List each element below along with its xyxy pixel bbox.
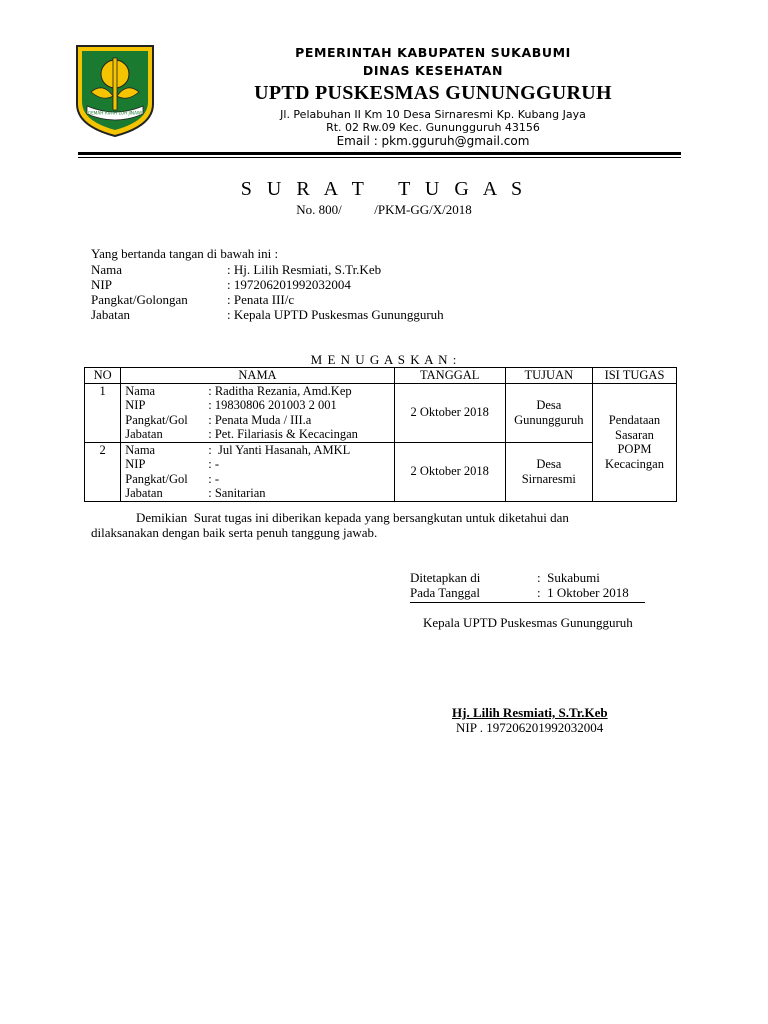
header-divider-thin: [78, 157, 681, 158]
signer-nip-value: : 197206201992032004: [227, 277, 351, 292]
row-destination: [505, 383, 592, 442]
header-title: UPTD PUSKESMAS GUNUNGGURUH: [254, 82, 612, 104]
signature-date-underline: [410, 602, 645, 603]
closing-line-1: Demikian Surat tugas ini diberikan kepada yang bersangkutan untuk diketahui dan: [136, 510, 569, 525]
header-government: PEMERINTAH KABUPATEN SUKABUMI: [295, 45, 571, 60]
row-destination: [505, 442, 592, 501]
closing-line-2: dilaksanakan dengan baik serta penuh tanggung jawab.: [91, 525, 378, 540]
task-line: POPM: [617, 442, 652, 456]
government-logo-emblem: [73, 44, 157, 138]
field-label: Jabatan: [125, 486, 163, 500]
signature-place-value: : Sukabumi: [537, 570, 600, 585]
signer-name-label: Nama: [91, 262, 123, 277]
signer-rank-label: Pangkat/Golongan: [91, 292, 188, 307]
signature-date-value: : 1 Oktober 2018: [537, 585, 629, 600]
table-header-row: [85, 368, 677, 384]
svg-text:GEMAH RIPAH LOH JINAWI: GEMAH RIPAH LOH JINAWI: [87, 110, 143, 116]
field-value: : Jul Yanti Hasanah, AMKL: [208, 442, 351, 457]
row-date: 2 Oktober 2018: [394, 383, 505, 442]
row-person-details: [121, 383, 395, 442]
field-value: : -: [208, 457, 220, 471]
signer-name-value: : Hj. Lilih Resmiati, S.Tr.Keb: [227, 262, 382, 277]
field-value: : Sanitarian: [208, 486, 266, 500]
signature-place-label: Ditetapkan di: [410, 570, 481, 585]
signature-date-label: Pada Tanggal: [410, 585, 480, 600]
header-department: DINAS KESEHATAN: [362, 63, 504, 78]
destination-line-1: Desa: [536, 398, 562, 412]
signature-position: Kepala UPTD Puskesmas Gunungguruh: [423, 615, 633, 630]
field-label: Jabatan: [125, 427, 163, 441]
header-email: Email : pkm.gguruh@gmail.com: [336, 134, 530, 148]
signature-name: Hj. Lilih Resmiati, S.Tr.Keb: [452, 705, 608, 720]
assignment-heading: M E N U G A S K A N :: [310, 352, 458, 367]
task-line: Sasaran: [615, 427, 654, 442]
task-line: Kecacingan: [604, 456, 664, 471]
signer-position-label: Jabatan: [91, 307, 130, 322]
table-row: [85, 383, 677, 442]
field-label: Nama: [125, 383, 156, 398]
header-date: TANGGAL: [394, 368, 505, 384]
table-row: [85, 442, 677, 501]
task-line: Pendataan: [608, 413, 661, 427]
field-label: Nama: [125, 442, 156, 457]
destination-line-1: Desa: [536, 457, 562, 471]
row-date: 2 Oktober 2018: [394, 442, 505, 501]
field-value: : 19830806 201003 2 001: [208, 398, 337, 412]
signer-position-value: : Kepala UPTD Puskesmas Gunungguruh: [227, 307, 444, 322]
signer-nip-label: NIP: [91, 277, 112, 292]
header-divider-thick: [78, 152, 681, 155]
header-name: NAMA: [121, 368, 395, 384]
row-number: 2: [85, 442, 121, 501]
letter-title: S U R A T T U G A S: [240, 178, 528, 200]
field-label: Pangkat/Gol: [125, 412, 188, 427]
field-label: NIP: [125, 398, 146, 412]
field-label: Pangkat/Gol: [125, 471, 188, 486]
letter-number: No. 800/ /PKM-GG/X/2018: [296, 202, 472, 217]
field-value: : Raditha Rezania, Amd.Kep: [208, 383, 352, 398]
destination-line-2: Sirnaresmi: [521, 471, 576, 486]
field-label: NIP: [125, 457, 146, 471]
field-value: : -: [208, 471, 220, 486]
intro-text: Yang bertanda tangan di bawah ini :: [91, 246, 279, 261]
header-no: NO: [85, 368, 121, 384]
header-destination: TUJUAN: [505, 368, 592, 384]
header-task: ISI TUGAS: [592, 368, 676, 384]
destination-line-2: Gunungguruh: [514, 412, 584, 427]
field-value: : Penata Muda / III.a: [208, 412, 312, 427]
field-value: : Pet. Filariasis & Kecacingan: [208, 427, 358, 441]
task-description: [592, 383, 676, 501]
row-person-details: [121, 442, 395, 501]
row-number: 1: [85, 383, 121, 442]
header-address-line-2: Rt. 02 Rw.09 Kec. Gunungguruh 43156: [326, 121, 540, 134]
header-address-line-1: Jl. Pelabuhan II Km 10 Desa Sirnaresmi Kp. Kubang Jaya: [280, 108, 586, 121]
signer-rank-value: : Penata III/c: [227, 292, 295, 307]
signature-nip: NIP . 197206201992032004: [456, 720, 604, 735]
assignment-table: [84, 367, 677, 502]
